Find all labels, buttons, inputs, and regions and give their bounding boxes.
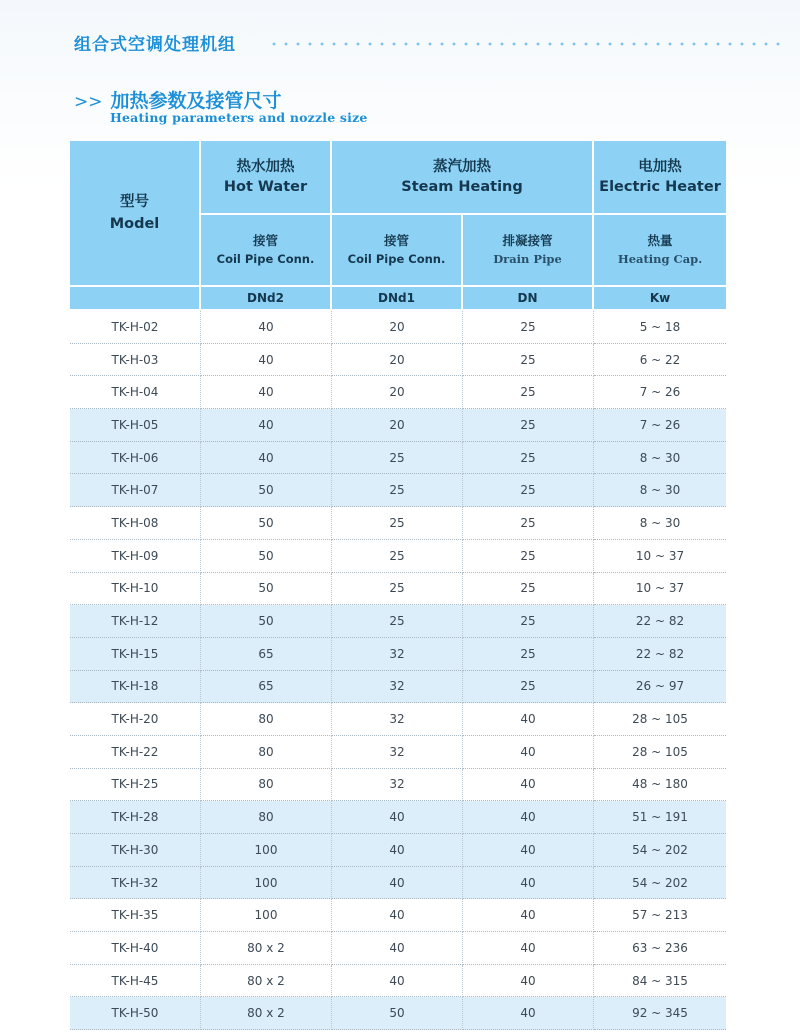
cell-steam-conn: 25 (332, 474, 463, 507)
cell-drain-pipe: 40 (463, 801, 594, 834)
unit-spacer (70, 287, 201, 311)
cell-drain-pipe: 25 (463, 442, 594, 475)
table-row (70, 932, 726, 965)
cell-model: TK-H-09 (70, 540, 201, 573)
cell-heating-cap: 22 ~ 82 (594, 638, 726, 671)
cell-heating-cap: 63 ~ 236 (594, 932, 726, 965)
cell-hot-water-conn: 40 (201, 376, 332, 409)
heating-spec-table (70, 141, 726, 1030)
cell-drain-pipe: 40 (463, 736, 594, 769)
cell-steam-conn: 20 (332, 311, 463, 344)
cell-heating-cap: 54 ~ 202 (594, 834, 726, 867)
cell-hot-water-conn: 50 (201, 573, 332, 606)
cell-hot-water-conn: 50 (201, 474, 332, 507)
cell-steam-conn: 40 (332, 965, 463, 998)
subheader-drain-cn: 排凝接管 (502, 233, 553, 248)
subheader-heating-cap-cn: 热量 (647, 233, 673, 248)
cell-steam-conn: 40 (332, 834, 463, 867)
cell-hot-water-conn: 80 x 2 (201, 965, 332, 998)
subheader-steam-conn-cn: 接管 (383, 233, 409, 248)
unit-dnd2: DNd2 (201, 287, 332, 311)
cell-model: TK-H-32 (70, 867, 201, 900)
table-row (70, 376, 726, 409)
cell-drain-pipe: 40 (463, 867, 594, 900)
table-row (70, 409, 726, 442)
cell-drain-pipe: 25 (463, 638, 594, 671)
cell-steam-conn: 25 (332, 605, 463, 638)
table-row (70, 965, 726, 998)
table-row (70, 801, 726, 834)
cell-drain-pipe: 25 (463, 376, 594, 409)
subheader-drain (463, 215, 594, 287)
table-row (70, 573, 726, 606)
cell-model: TK-H-22 (70, 736, 201, 769)
cell-model: TK-H-40 (70, 932, 201, 965)
cell-hot-water-conn: 100 (201, 834, 332, 867)
table-row (70, 867, 726, 900)
cell-steam-conn: 32 (332, 769, 463, 802)
cell-steam-conn: 40 (332, 932, 463, 965)
subheader-heating-cap (594, 215, 726, 287)
unit-dnd1: DNd1 (332, 287, 463, 311)
cell-drain-pipe: 40 (463, 965, 594, 998)
unit-dn: DN (463, 287, 594, 311)
table-row (70, 769, 726, 802)
table-row (70, 736, 726, 769)
cell-model: TK-H-02 (70, 311, 201, 344)
cell-hot-water-conn: 65 (201, 638, 332, 671)
cell-hot-water-conn: 40 (201, 311, 332, 344)
unit-kw: Kw (594, 287, 726, 311)
cell-steam-conn: 32 (332, 736, 463, 769)
cell-drain-pipe: 25 (463, 311, 594, 344)
header-steam-en: Steam Heating (401, 179, 523, 195)
cell-model: TK-H-04 (70, 376, 201, 409)
header-dotted-rule (268, 42, 788, 46)
subheader-heating-cap-en: Heating Cap. (617, 252, 703, 266)
section-title-cn: 加热参数及接管尺寸 (110, 90, 282, 112)
cell-drain-pipe: 25 (463, 409, 594, 442)
cell-hot-water-conn: 100 (201, 899, 332, 932)
cell-heating-cap: 22 ~ 82 (594, 605, 726, 638)
header-electric-en: Electric Heater (599, 179, 721, 195)
cell-hot-water-conn: 80 (201, 801, 332, 834)
cell-drain-pipe: 40 (463, 834, 594, 867)
cell-drain-pipe: 40 (463, 932, 594, 965)
cell-hot-water-conn: 80 x 2 (201, 997, 332, 1030)
cell-steam-conn: 32 (332, 671, 463, 704)
cell-heating-cap: 51 ~ 191 (594, 801, 726, 834)
cell-drain-pipe: 25 (463, 605, 594, 638)
cell-drain-pipe: 25 (463, 474, 594, 507)
cell-drain-pipe: 25 (463, 573, 594, 606)
cell-hot-water-conn: 100 (201, 867, 332, 900)
cell-heating-cap: 8 ~ 30 (594, 442, 726, 475)
table-row (70, 671, 726, 704)
table-row (70, 899, 726, 932)
cell-steam-conn: 40 (332, 801, 463, 834)
cell-hot-water-conn: 40 (201, 344, 332, 377)
cell-hot-water-conn: 40 (201, 409, 332, 442)
cell-model: TK-H-25 (70, 769, 201, 802)
cell-heating-cap: 28 ~ 105 (594, 736, 726, 769)
cell-steam-conn: 25 (332, 442, 463, 475)
cell-heating-cap: 84 ~ 315 (594, 965, 726, 998)
table-row (70, 507, 726, 540)
cell-heating-cap: 57 ~ 213 (594, 899, 726, 932)
cell-heating-cap: 5 ~ 18 (594, 311, 726, 344)
cell-model: TK-H-50 (70, 997, 201, 1030)
cell-model: TK-H-06 (70, 442, 201, 475)
cell-model: TK-H-03 (70, 344, 201, 377)
cell-hot-water-conn: 50 (201, 605, 332, 638)
table-row (70, 605, 726, 638)
cell-hot-water-conn: 40 (201, 442, 332, 475)
cell-steam-conn: 20 (332, 376, 463, 409)
cell-model: TK-H-08 (70, 507, 201, 540)
section-arrows: >> (74, 92, 103, 112)
cell-heating-cap: 10 ~ 37 (594, 573, 726, 606)
table-row (70, 834, 726, 867)
cell-heating-cap: 26 ~ 97 (594, 671, 726, 704)
header-hot-water (201, 141, 332, 215)
cell-heating-cap: 7 ~ 26 (594, 409, 726, 442)
cell-steam-conn: 50 (332, 997, 463, 1030)
cell-drain-pipe: 40 (463, 899, 594, 932)
header-model (70, 141, 201, 287)
cell-model: TK-H-10 (70, 573, 201, 606)
cell-heating-cap: 10 ~ 37 (594, 540, 726, 573)
table-row (70, 311, 726, 344)
cell-drain-pipe: 25 (463, 671, 594, 704)
subheader-hw-conn-en: Coil Pipe Conn. (216, 252, 315, 266)
cell-steam-conn: 25 (332, 573, 463, 606)
cell-steam-conn: 32 (332, 638, 463, 671)
cell-heating-cap: 28 ~ 105 (594, 703, 726, 736)
cell-heating-cap: 6 ~ 22 (594, 344, 726, 377)
cell-steam-conn: 40 (332, 867, 463, 900)
table-row (70, 474, 726, 507)
cell-model: TK-H-18 (70, 671, 201, 704)
cell-steam-conn: 40 (332, 899, 463, 932)
table-row (70, 703, 726, 736)
cell-heating-cap: 48 ~ 180 (594, 769, 726, 802)
page-header-title: 组合式空调处理机组 (74, 35, 236, 55)
subheader-drain-en: Drain Pipe (493, 252, 562, 266)
cell-heating-cap: 92 ~ 345 (594, 997, 726, 1030)
table-row (70, 638, 726, 671)
cell-hot-water-conn: 80 x 2 (201, 932, 332, 965)
subheader-hw-conn (201, 215, 332, 287)
cell-hot-water-conn: 50 (201, 540, 332, 573)
section-title (74, 86, 282, 113)
header-electric (594, 141, 726, 215)
header-model-cn: 型号 (120, 194, 149, 210)
cell-drain-pipe: 40 (463, 703, 594, 736)
cell-hot-water-conn: 80 (201, 769, 332, 802)
header-steam (332, 141, 594, 215)
section-title-en: Heating parameters and nozzle size (110, 110, 368, 125)
cell-drain-pipe: 25 (463, 507, 594, 540)
table-body (70, 311, 726, 1030)
cell-steam-conn: 32 (332, 703, 463, 736)
cell-model: TK-H-30 (70, 834, 201, 867)
cell-model: TK-H-35 (70, 899, 201, 932)
header-hot-water-en: Hot Water (223, 179, 308, 195)
cell-model: TK-H-20 (70, 703, 201, 736)
cell-drain-pipe: 40 (463, 769, 594, 802)
cell-model: TK-H-07 (70, 474, 201, 507)
cell-drain-pipe: 25 (463, 540, 594, 573)
cell-hot-water-conn: 50 (201, 507, 332, 540)
cell-hot-water-conn: 80 (201, 703, 332, 736)
cell-drain-pipe: 25 (463, 344, 594, 377)
cell-model: TK-H-45 (70, 965, 201, 998)
subheader-steam-conn-en: Coil Pipe Conn. (347, 252, 446, 266)
subheader-steam-conn (332, 215, 463, 287)
cell-steam-conn: 20 (332, 409, 463, 442)
cell-heating-cap: 7 ~ 26 (594, 376, 726, 409)
table-row (70, 540, 726, 573)
header-hot-water-cn: 热水加热 (236, 159, 295, 175)
cell-heating-cap: 8 ~ 30 (594, 507, 726, 540)
cell-steam-conn: 25 (332, 507, 463, 540)
cell-heating-cap: 54 ~ 202 (594, 867, 726, 900)
table-row (70, 442, 726, 475)
table-row (70, 344, 726, 377)
table-row (70, 997, 726, 1030)
header-steam-cn: 蒸汽加热 (433, 159, 491, 175)
cell-drain-pipe: 40 (463, 997, 594, 1030)
cell-model: TK-H-12 (70, 605, 201, 638)
cell-steam-conn: 25 (332, 540, 463, 573)
subheader-hw-conn-cn: 接管 (252, 233, 278, 248)
cell-hot-water-conn: 80 (201, 736, 332, 769)
cell-model: TK-H-15 (70, 638, 201, 671)
cell-model: TK-H-28 (70, 801, 201, 834)
cell-heating-cap: 8 ~ 30 (594, 474, 726, 507)
header-model-en: Model (109, 216, 160, 232)
cell-model: TK-H-05 (70, 409, 201, 442)
cell-hot-water-conn: 65 (201, 671, 332, 704)
cell-steam-conn: 20 (332, 344, 463, 377)
header-electric-cn: 电加热 (638, 159, 682, 175)
